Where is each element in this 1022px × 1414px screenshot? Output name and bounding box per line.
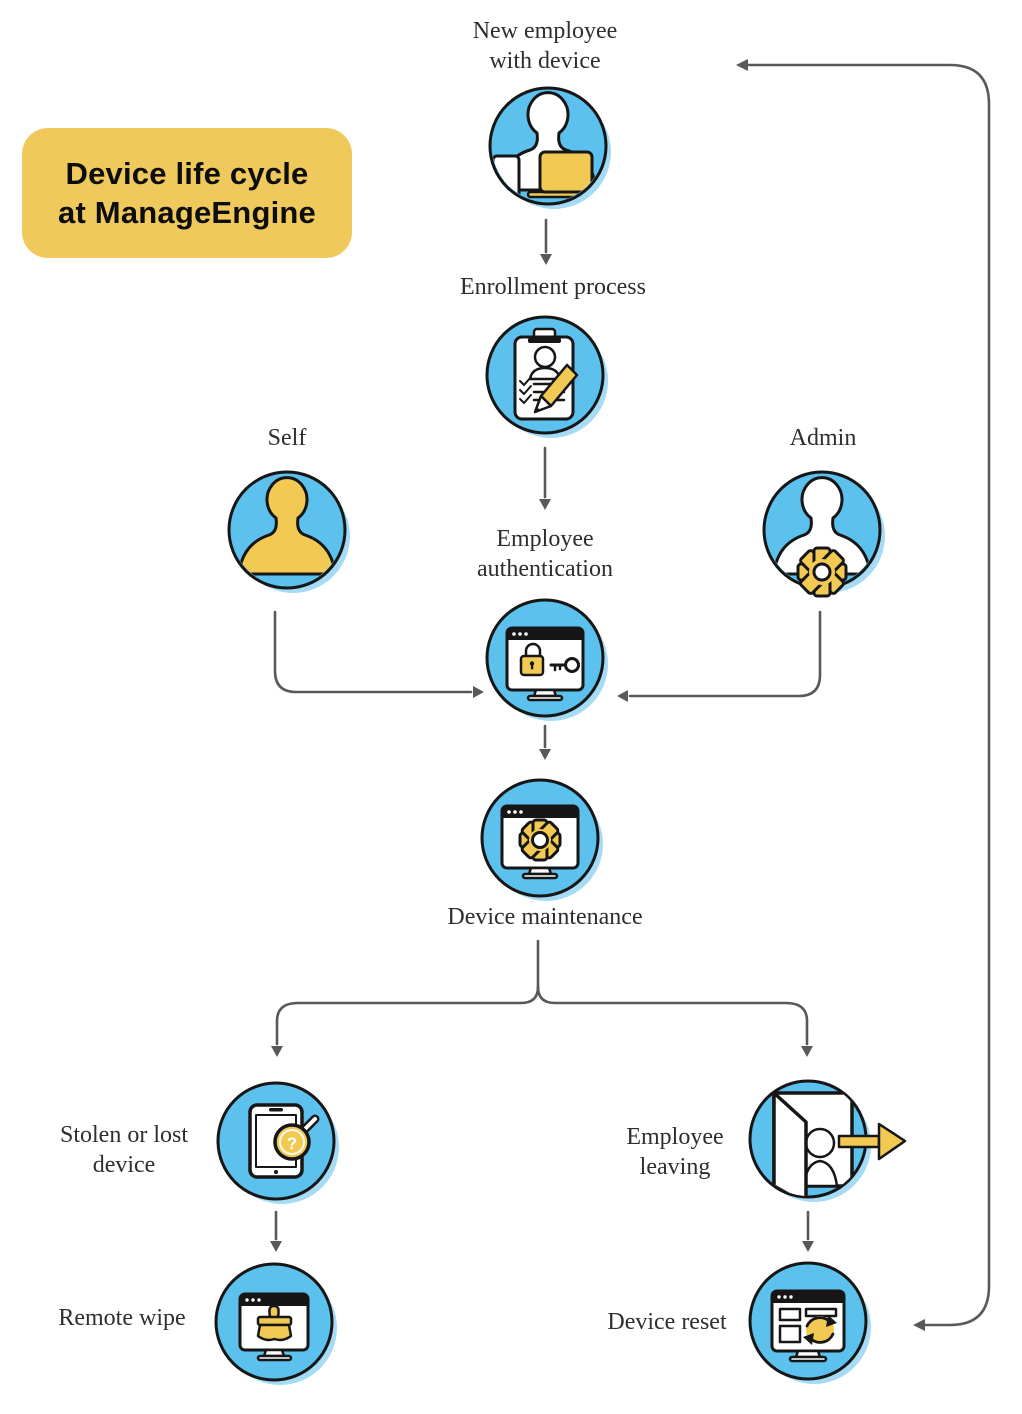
label-enrollment: Enrollment process	[460, 274, 646, 300]
label-leaving: Employee leaving	[626, 1124, 724, 1180]
self-user-icon	[223, 468, 353, 598]
node-self	[223, 468, 353, 603]
label-new-employee: New employee with device	[472, 18, 618, 74]
node-device-reset	[744, 1259, 874, 1394]
maintenance-gear-window-icon	[476, 776, 606, 906]
label-self: Self	[267, 425, 307, 451]
question-mark-glyph: ?	[286, 1134, 298, 1153]
label-device-reset: Device reset	[607, 1309, 727, 1335]
node-employee-leaving	[744, 1077, 914, 1212]
admin-user-gear-icon	[758, 468, 888, 608]
node-authentication	[481, 596, 611, 731]
node-enrollment	[481, 313, 611, 448]
lost-device-search-icon	[212, 1079, 342, 1209]
node-stolen-device	[212, 1079, 342, 1214]
enrollment-clipboard-icon	[481, 313, 611, 443]
device-reset-refresh-icon	[744, 1259, 874, 1389]
label-authentication: Employee authentication	[477, 526, 613, 582]
title-line-1: Device life cycle	[65, 156, 309, 191]
employee-with-devices-icon	[484, 84, 614, 214]
label-stolen: Stolen or lost device	[59, 1122, 188, 1178]
employee-leaving-door-icon	[744, 1077, 914, 1207]
gear-icon	[520, 820, 560, 860]
title-badge	[22, 128, 352, 258]
label-remote-wipe: Remote wipe	[58, 1305, 186, 1331]
label-admin: Admin	[789, 425, 857, 451]
title-line-2: at ManageEngine	[58, 195, 316, 230]
node-remote-wipe	[210, 1260, 340, 1395]
label-maintenance: Device maintenance	[447, 904, 643, 930]
node-new-employee	[484, 84, 614, 219]
node-maintenance	[476, 776, 606, 911]
remote-wipe-brush-icon	[210, 1260, 340, 1390]
node-admin	[758, 468, 888, 613]
authentication-lock-key-icon	[481, 596, 611, 726]
gear-icon	[798, 548, 846, 596]
